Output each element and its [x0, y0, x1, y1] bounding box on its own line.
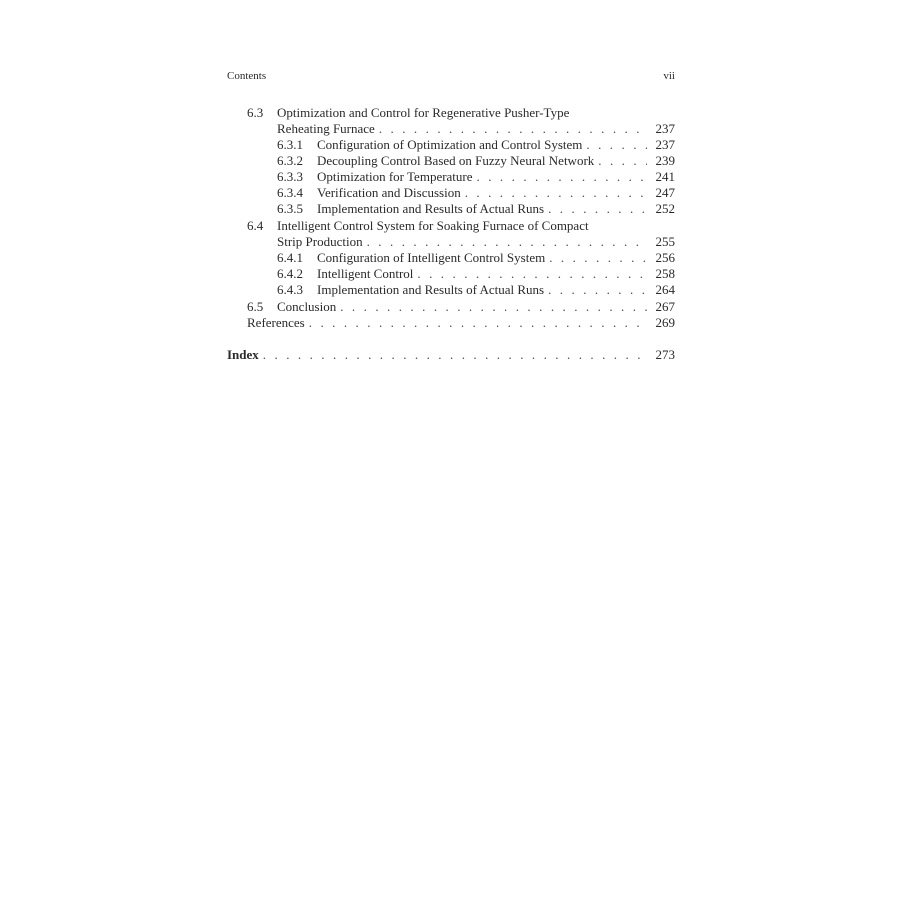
section-title: References [247, 315, 305, 330]
page-number: 258 [655, 266, 675, 281]
page-number: 269 [655, 315, 675, 330]
section-title: Implementation and Results of Actual Runs [317, 201, 545, 216]
page-number: 255 [655, 234, 675, 249]
page-number: 264 [655, 282, 675, 297]
page-number: 267 [655, 299, 675, 314]
dot-leader [309, 315, 647, 331]
toc-entry-6-5[interactable] [247, 299, 675, 315]
dot-leader [477, 169, 647, 185]
dot-leader [263, 347, 647, 363]
section-number: 6.4 [247, 218, 264, 233]
toc-entry-6-3-5[interactable] [277, 201, 675, 217]
toc-entry-index[interactable] [227, 347, 675, 363]
dot-leader [379, 121, 647, 137]
toc-entry-6-4-3[interactable] [277, 282, 675, 298]
toc-entry-6-4-line1[interactable] [247, 218, 675, 234]
section-number: 6.4.2 [277, 266, 303, 281]
section-title: Decoupling Control Based on Fuzzy Neural Network [317, 153, 595, 168]
page-number: 247 [655, 185, 675, 200]
toc-entry-6-3-3[interactable] [277, 169, 675, 185]
section-number: 6.3.1 [277, 137, 303, 152]
dot-leader [586, 137, 647, 153]
section-number: 6.5 [247, 299, 264, 314]
running-head [227, 70, 675, 82]
dot-leader [367, 234, 647, 250]
page-number: 256 [655, 250, 675, 265]
section-title: Configuration of Optimization and Control System [317, 137, 583, 152]
section-title: Optimization and Control for Regenerative Pusher-Type [277, 105, 570, 120]
section-title: Conclusion [277, 299, 337, 314]
running-head-title: Contents [227, 70, 267, 82]
page-number: 239 [655, 153, 675, 168]
dot-leader [548, 282, 647, 298]
section-number: 6.4.1 [277, 250, 303, 265]
toc-entry-6-4-2[interactable] [277, 266, 675, 282]
page-number: 252 [655, 201, 675, 216]
section-title: Index [227, 347, 259, 362]
dot-leader [465, 185, 647, 201]
section-number: 6.3.5 [277, 201, 303, 216]
section-title: Intelligent Control System for Soaking Furnace of Compact [277, 218, 589, 233]
toc-entry-references[interactable] [247, 315, 675, 331]
toc-entry-6-4-line2[interactable] [277, 234, 675, 250]
section-number: 6.3.2 [277, 153, 303, 168]
dot-leader [548, 201, 647, 217]
section-title-continued: Strip Production [277, 234, 363, 249]
toc-entry-6-3-2[interactable] [277, 153, 675, 169]
page-number: 241 [655, 169, 675, 184]
section-title: Implementation and Results of Actual Runs [317, 282, 545, 297]
toc-entry-6-3-4[interactable] [277, 185, 675, 201]
section-number: 6.4.3 [277, 282, 303, 297]
toc-entry-6-3-line1[interactable] [247, 105, 675, 121]
page-number: 237 [655, 137, 675, 152]
toc-entry-6-3-line2[interactable] [277, 121, 675, 137]
section-title: Verification and Discussion [317, 185, 461, 200]
page-number: 273 [655, 347, 675, 362]
section-number: 6.3 [247, 105, 264, 120]
dot-leader [598, 153, 647, 169]
section-title: Optimization for Temperature [317, 169, 473, 184]
page-number-roman: vii [663, 70, 675, 82]
toc-entry-6-4-1[interactable] [277, 250, 675, 266]
toc-entry-6-3-1[interactable] [277, 137, 675, 153]
section-number: 6.3.3 [277, 169, 303, 184]
page-number: 237 [655, 121, 675, 136]
section-title: Configuration of Intelligent Control System [317, 250, 546, 265]
section-title-continued: Reheating Furnace [277, 121, 375, 136]
section-number: 6.3.4 [277, 185, 303, 200]
dot-leader [340, 299, 647, 315]
dot-leader [549, 250, 647, 266]
section-title: Intelligent Control [317, 266, 414, 281]
dot-leader [417, 266, 647, 282]
